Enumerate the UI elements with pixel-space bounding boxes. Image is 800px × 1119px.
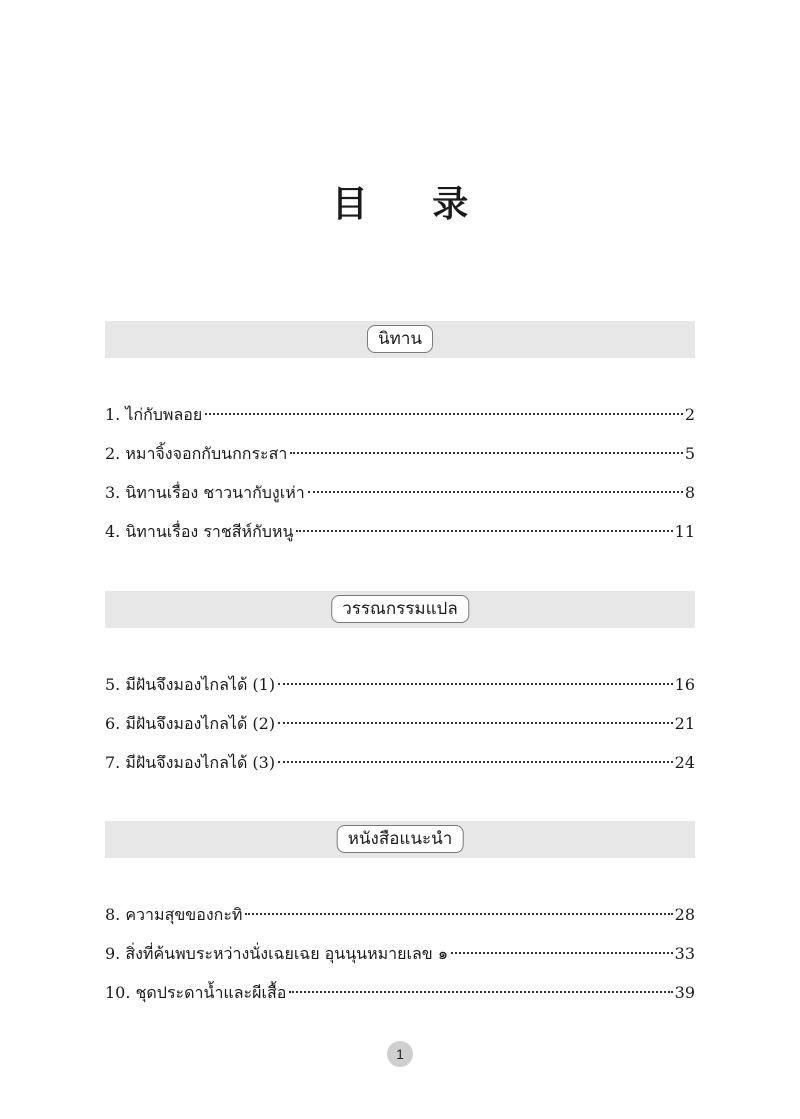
toc-entry-title: 8. ความสุขของกะทิ: [105, 905, 243, 924]
toc-entry-title: 5. มีฝันจึงมองไกลได้ (1): [105, 675, 276, 694]
toc-entry-list: [105, 404, 695, 560]
toc-section-translated-literature: [105, 591, 695, 791]
toc-entry[interactable]: [105, 443, 695, 482]
dot-leader: [205, 413, 683, 415]
dot-leader: [296, 530, 672, 532]
toc-entry-title: 10. ชุดประดาน้ำและผีเสื้อ: [105, 983, 287, 1002]
toc-entry[interactable]: [105, 674, 695, 713]
toc-entry[interactable]: [105, 904, 695, 943]
section-heading-bar: [105, 821, 695, 858]
dot-leader: [289, 991, 672, 993]
toc-entry[interactable]: [105, 943, 695, 982]
section-heading-bar: [105, 321, 695, 358]
section-heading: หนังสือแนะนำ: [337, 825, 464, 853]
toc-entry-page: 16: [674, 675, 695, 694]
toc-entry-page: 21: [674, 714, 695, 733]
toc-entry-title: 6. มีฝันจึงมองไกลได้ (2): [105, 714, 276, 733]
toc-entry-page: 33: [674, 944, 695, 963]
toc-entry-title: 9. สิ่งที่ค้นพบระหว่างนั่งเฉยเฉย อุนนุนหมายเลข ๑: [105, 944, 448, 963]
toc-entry-page: 8: [684, 483, 695, 502]
toc-section-recommended-books: [105, 821, 695, 1021]
dot-leader: [451, 952, 673, 954]
toc-entry-title: 1. ไก่กับพลอย: [105, 405, 203, 424]
toc-section-tales: [105, 321, 695, 560]
dot-leader: [308, 491, 683, 493]
toc-entry-page: 24: [674, 753, 695, 772]
toc-entry-page: 2: [684, 405, 695, 424]
toc-entry-page: 5: [684, 444, 695, 463]
toc-entry-list: [105, 904, 695, 1021]
dot-leader: [245, 913, 672, 915]
toc-entry-title: 7. มีฝันจึงมองไกลได้ (3): [105, 753, 276, 772]
toc-entry-page: 11: [674, 522, 695, 541]
dot-leader: [278, 722, 673, 724]
page-number-badge: 1: [387, 1041, 413, 1067]
toc-entry[interactable]: [105, 752, 695, 791]
toc-entry-list: [105, 674, 695, 791]
toc-entry-page: 39: [674, 983, 695, 1002]
toc-entry-title: 2. หมาจิ้งจอกกับนกกระสา: [105, 444, 288, 463]
toc-entry[interactable]: [105, 404, 695, 443]
toc-entry-page: 28: [674, 905, 695, 924]
page-title: 目 录: [331, 183, 495, 225]
toc-entry-title: 3. นิทานเรื่อง ชาวนากับงูเห่า: [105, 483, 305, 502]
toc-entry[interactable]: [105, 521, 695, 560]
section-heading: วรรณกรรมแปล: [331, 595, 469, 623]
toc-entry[interactable]: [105, 482, 695, 521]
toc-entry[interactable]: [105, 982, 695, 1021]
toc-entry-title: 4. นิทานเรื่อง ราชสีห์กับหนู: [105, 522, 294, 541]
dot-leader: [290, 452, 682, 454]
toc-entry[interactable]: [105, 713, 695, 752]
section-heading-bar: [105, 591, 695, 628]
dot-leader: [278, 683, 673, 685]
section-heading: นิทาน: [367, 325, 433, 353]
dot-leader: [278, 761, 673, 763]
